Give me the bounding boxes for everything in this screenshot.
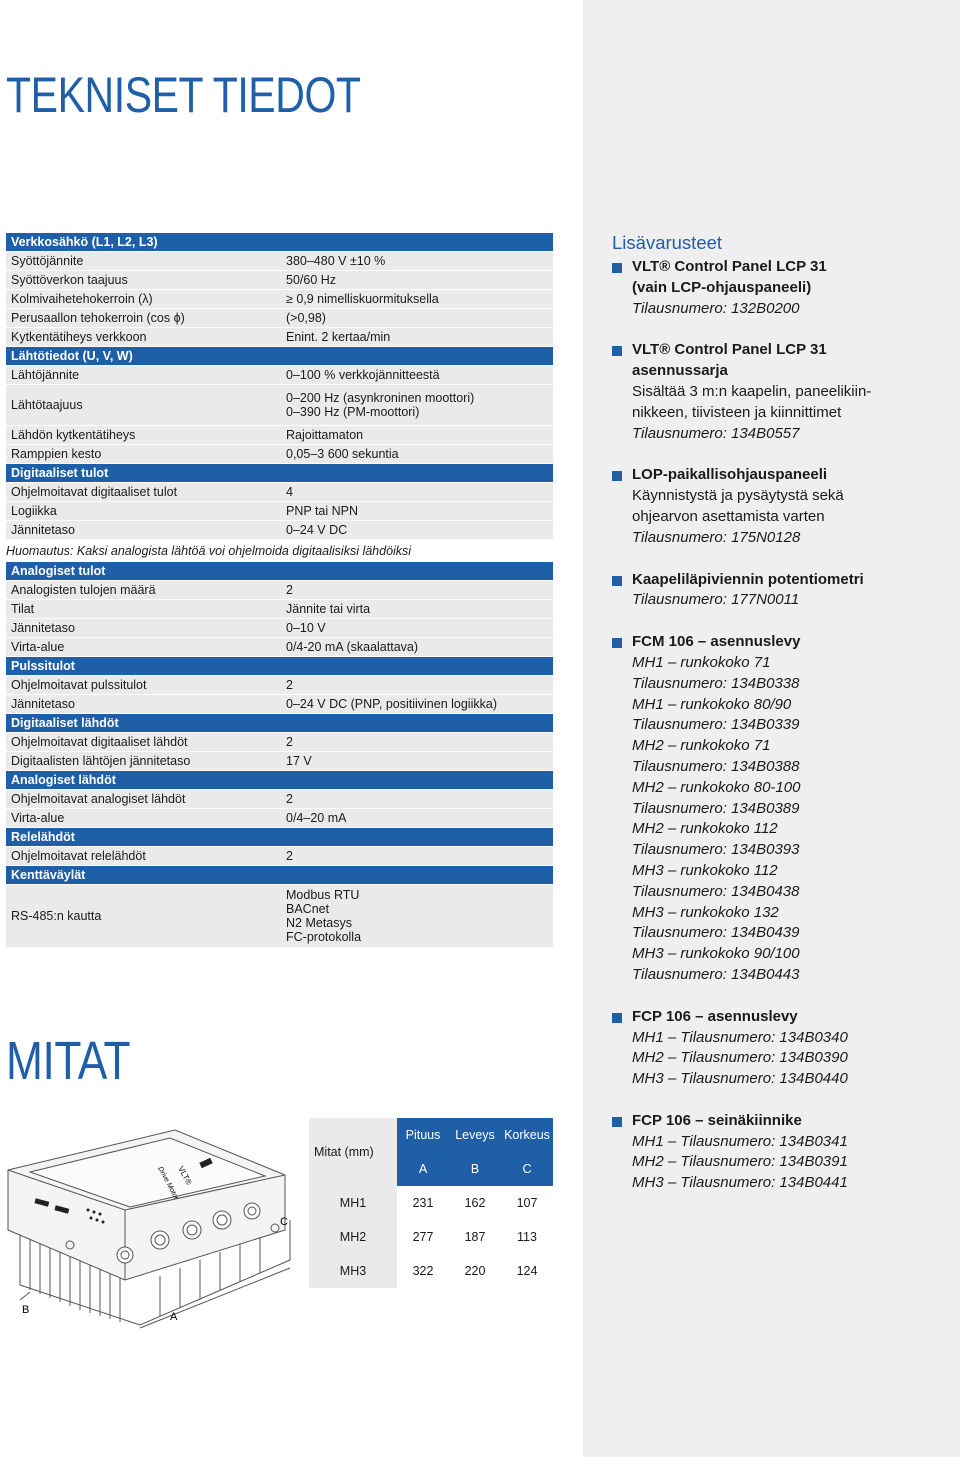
drawing-sub-label: Drive Motor: [156, 1165, 180, 1201]
spec-row: [6, 366, 553, 384]
spec-value: Jännite tai virta: [286, 602, 371, 616]
accessory-line: ohjearvon asettamista varten: [632, 507, 825, 525]
spec-label: Ohjelmoitavat digitaaliset lähdöt: [11, 735, 188, 749]
spec-label: Ramppien kesto: [11, 447, 102, 461]
square-bullet-icon: [612, 263, 622, 273]
accessory-item: [612, 1111, 952, 1194]
square-bullet-icon: [612, 638, 622, 648]
spec-value: 0–200 Hz (asynkroninen moottori) 0–390 Hz (PM-moottori): [286, 391, 475, 419]
spec-row: [6, 676, 553, 694]
spec-section-heading: Verkkosähkö (L1, L2, L3): [6, 233, 553, 251]
spec-label: Jännitetaso: [11, 621, 75, 635]
spec-label: RS-485:n kautta: [11, 909, 102, 923]
dims-header-height: Korkeus: [501, 1118, 553, 1152]
spec-value: PNP tai NPN: [286, 504, 359, 518]
accessory-item: [612, 570, 952, 612]
spec-label: Digitaalisten lähtöjen jännitetaso: [11, 754, 191, 768]
dims-header-width: Leveys: [449, 1118, 501, 1152]
spec-row: [6, 521, 553, 539]
square-bullet-icon: [612, 1117, 622, 1127]
square-bullet-icon: [612, 576, 622, 586]
spec-row: [6, 600, 553, 618]
accessory-line: FCP 106 – seinäkiinnike: [632, 1111, 802, 1129]
spec-value: 2: [286, 735, 293, 749]
drawing-product-label: VLT®: [176, 1164, 194, 1187]
spec-value: 17 V: [286, 754, 312, 768]
spec-row: [6, 809, 553, 827]
accessory-line: FCM 106 – asennuslevy: [632, 633, 801, 651]
dims-cell: 113: [517, 1230, 537, 1244]
accessory-line: VLT® Control Panel LCP 31: [632, 341, 827, 359]
dims-cell: MH3: [309, 1254, 397, 1288]
spec-value: 2: [286, 849, 293, 863]
spec-row: [6, 790, 553, 808]
spec-value: 0/4–20 mA: [286, 811, 347, 825]
spec-value: 0–100 % verkkojännitteestä: [286, 368, 440, 382]
spec-value: 380–480 V ±10 %: [286, 254, 386, 268]
accessory-item: [612, 1007, 952, 1090]
spec-value: 50/60 Hz: [286, 273, 337, 287]
spec-row: [6, 752, 553, 770]
dims-cell: 124: [516, 1264, 538, 1278]
accessory-line: MH1 – Tilausnumero: 134B0340: [632, 1028, 848, 1046]
spec-section-heading: Pulssitulot: [6, 657, 553, 675]
square-bullet-icon: [612, 1013, 622, 1023]
spec-value: 0–24 V DC (PNP, positiivinen logiikka): [286, 697, 497, 711]
table-row: [309, 1220, 553, 1254]
accessory-line: MH3 – runkokoko 90/100: [632, 945, 800, 963]
dims-letter-a: A: [397, 1152, 449, 1186]
accessory-line: nikkeen, tiivisteen ja kiinnittimet: [632, 403, 842, 421]
accessory-line: MH2 – runkokoko 71: [632, 737, 771, 755]
spec-row: [6, 733, 553, 751]
accessory-line: Tilausnumero: 134B0393: [632, 841, 800, 859]
spec-label: Ohjelmoitavat analogiset lähdöt: [11, 792, 186, 806]
spec-label: Ohjelmoitavat relelähdöt: [11, 849, 146, 863]
dimensions-title: MITAT: [6, 1031, 131, 1091]
accessory-line: MH3 – Tilausnumero: 134B0441: [632, 1174, 848, 1192]
spec-value: 0/4-20 mA (skaalattava): [286, 640, 419, 654]
spec-value: 2: [286, 792, 293, 806]
dims-letter-c: C: [501, 1152, 553, 1186]
accessories-list: [612, 257, 952, 1194]
table-row: [309, 1254, 553, 1288]
spec-row: [6, 581, 553, 599]
spec-value: 2: [286, 678, 293, 692]
accessory-line: Tilausnumero: 134B0443: [632, 965, 800, 983]
accessory-line: MH3 – runkokoko 112: [632, 861, 778, 879]
dim-label-b: B: [22, 1304, 30, 1316]
page-title: TEKNISET TIEDOT: [6, 67, 361, 123]
spec-value: 0,05–3 600 sekuntia: [286, 447, 399, 461]
dims-cell: 231: [412, 1196, 434, 1210]
accessories-panel: [612, 232, 952, 1215]
accessory-line: Tilausnumero: 134B0557: [632, 424, 800, 442]
accessory-line: Tilausnumero: 134B0439: [632, 924, 800, 942]
spec-value: ≥ 0,9 nimelliskuormituksella: [286, 292, 439, 306]
accessory-line: Tilausnumero: 134B0388: [632, 757, 800, 775]
spec-row: [6, 271, 553, 289]
accessory-line: MH2 – Tilausnumero: 134B0391: [632, 1153, 848, 1171]
spec-section-heading: Analogiset lähdöt: [6, 771, 553, 789]
dims-cell: 277: [412, 1230, 434, 1244]
spec-label: Perusaallon tehokerroin (cos ϕ): [11, 311, 185, 325]
dims-letter-b: B: [449, 1152, 501, 1186]
accessory-line: Sisältää 3 m:n kaapelin, paneelikiin-: [632, 382, 872, 400]
accessory-item: [612, 257, 952, 319]
accessory-line: MH2 – runkokoko 112: [632, 820, 778, 838]
accessory-item: [612, 340, 952, 444]
spec-row: [6, 290, 553, 308]
accessory-line: FCP 106 – asennuslevy: [632, 1007, 798, 1025]
dim-label-a: A: [170, 1311, 178, 1323]
accessory-line: Tilausnumero: 134B0339: [632, 716, 800, 734]
spec-row: [6, 328, 553, 346]
spec-value: Enint. 2 kertaa/min: [286, 330, 391, 344]
spec-label: Syöttöjännite: [11, 254, 84, 268]
spec-row: [6, 385, 553, 425]
accessory-line: MH1 – Tilausnumero: 134B0341: [632, 1132, 848, 1150]
dims-cell: MH1: [309, 1186, 397, 1220]
spec-row: [6, 445, 553, 463]
accessory-line: MH2 – runkokoko 80-100: [632, 778, 801, 796]
spec-label: Lähtötaajuus: [11, 398, 83, 412]
spec-value: Rajoittamaton: [286, 428, 364, 442]
dims-cell: 162: [464, 1196, 486, 1210]
spec-row: [6, 885, 553, 947]
spec-row: [6, 426, 553, 444]
spec-label: Lähdön kytkentätiheys: [11, 428, 136, 442]
spec-row: [6, 252, 553, 270]
spec-row: [6, 483, 553, 501]
accessory-line: Tilausnumero: 134B0438: [632, 882, 800, 900]
accessory-line: VLT® Control Panel LCP 31: [632, 258, 827, 275]
dims-cell: 107: [516, 1196, 538, 1210]
accessory-line: Kaapeliläpiviennin potentiometri: [632, 570, 864, 588]
table-row: [309, 1186, 553, 1220]
spec-row: [6, 695, 553, 713]
spec-section-heading: Lähtötiedot (U, V, W): [6, 347, 553, 365]
dims-cell: 187: [464, 1230, 486, 1244]
spec-row: [6, 619, 553, 637]
accessory-line: Tilausnumero: 134B0338: [632, 674, 800, 692]
spec-label: Logiikka: [11, 504, 57, 518]
spec-label: Ohjelmoitavat digitaaliset tulot: [11, 485, 178, 499]
accessory-line: (vain LCP-ohjauspaneeli): [632, 278, 812, 296]
spec-row: [6, 847, 553, 865]
dims-cell: MH2: [309, 1220, 397, 1254]
accessory-line: MH3 – Tilausnumero: 134B0440: [632, 1070, 848, 1088]
spec-note: Huomautus: Kaksi analogista lähtöä voi ohjelmoida digitaalisiksi lähdöiksi: [6, 544, 412, 558]
accessory-line: Tilausnumero: 134B0389: [632, 799, 800, 817]
spec-label: Analogisten tulojen määrä: [11, 583, 156, 597]
accessory-line: Tilausnumero: 177N0011: [632, 591, 800, 609]
spec-section-heading: Digitaaliset lähdöt: [6, 714, 553, 732]
spec-label: Jännitetaso: [11, 523, 75, 537]
spec-row: [6, 309, 553, 327]
spec-label: Virta-alue: [11, 811, 65, 825]
accessory-line: MH3 – runkokoko 132: [632, 903, 779, 921]
accessory-line: LOP-paikallisohjauspaneeli: [632, 466, 828, 484]
spec-value: Modbus RTU BACnet N2 Metasys FC-protokolla: [286, 888, 362, 944]
spec-value: 0–24 V DC: [286, 523, 348, 537]
spec-label: Ohjelmoitavat pulssitulot: [11, 678, 147, 692]
spec-label: Tilat: [11, 602, 35, 616]
drive-drawing: [0, 1110, 310, 1330]
spec-table: [6, 233, 553, 948]
spec-label: Syöttöverkon taajuus: [11, 273, 128, 287]
spec-value: 0–10 V: [286, 621, 326, 635]
spec-label: Kytkentätiheys verkkoon: [11, 330, 147, 344]
accessory-item: [612, 465, 952, 548]
square-bullet-icon: [612, 346, 622, 356]
spec-value: 2: [286, 583, 293, 597]
accessory-line: MH1 – runkokoko 71: [632, 653, 771, 671]
spec-section-heading: Kenttäväylät: [6, 866, 553, 884]
accessory-line: Tilausnumero: 175N0128: [632, 528, 801, 546]
square-bullet-icon: [612, 471, 622, 481]
accessory-line: Tilausnumero: 132B0200: [632, 299, 800, 317]
dims-corner-label: Mitat (mm): [309, 1118, 397, 1186]
dim-label-c: C: [280, 1216, 288, 1228]
dims-cell: 220: [464, 1264, 486, 1278]
accessory-line: asennussarja: [632, 362, 728, 380]
spec-section-heading: Relelähdöt: [6, 828, 553, 846]
dims-cell: 322: [412, 1264, 434, 1278]
spec-label: Lähtöjännite: [11, 368, 80, 382]
spec-row: [6, 502, 553, 520]
accessory-line: MH1 – runkokoko 80/90: [632, 695, 792, 713]
spec-label: Jännitetaso: [11, 697, 75, 711]
accessory-line: Käynnistystä ja pysäytystä sekä: [632, 487, 844, 505]
accessory-item: [612, 632, 952, 986]
accessory-line: MH2 – Tilausnumero: 134B0390: [632, 1049, 848, 1067]
dims-header-length: Pituus: [397, 1118, 449, 1152]
accessories-title: Lisävarusteet: [612, 232, 723, 253]
spec-label: Virta-alue: [11, 640, 65, 654]
spec-value: (>0,98): [286, 311, 326, 325]
spec-label: Kolmivaihetehokerroin (λ): [11, 292, 153, 306]
spec-row: [6, 638, 553, 656]
spec-section-heading: Digitaaliset tulot: [6, 464, 553, 482]
spec-value: 4: [286, 485, 293, 499]
dimensions-table: [309, 1118, 553, 1288]
spec-section-heading: Analogiset tulot: [6, 562, 553, 580]
